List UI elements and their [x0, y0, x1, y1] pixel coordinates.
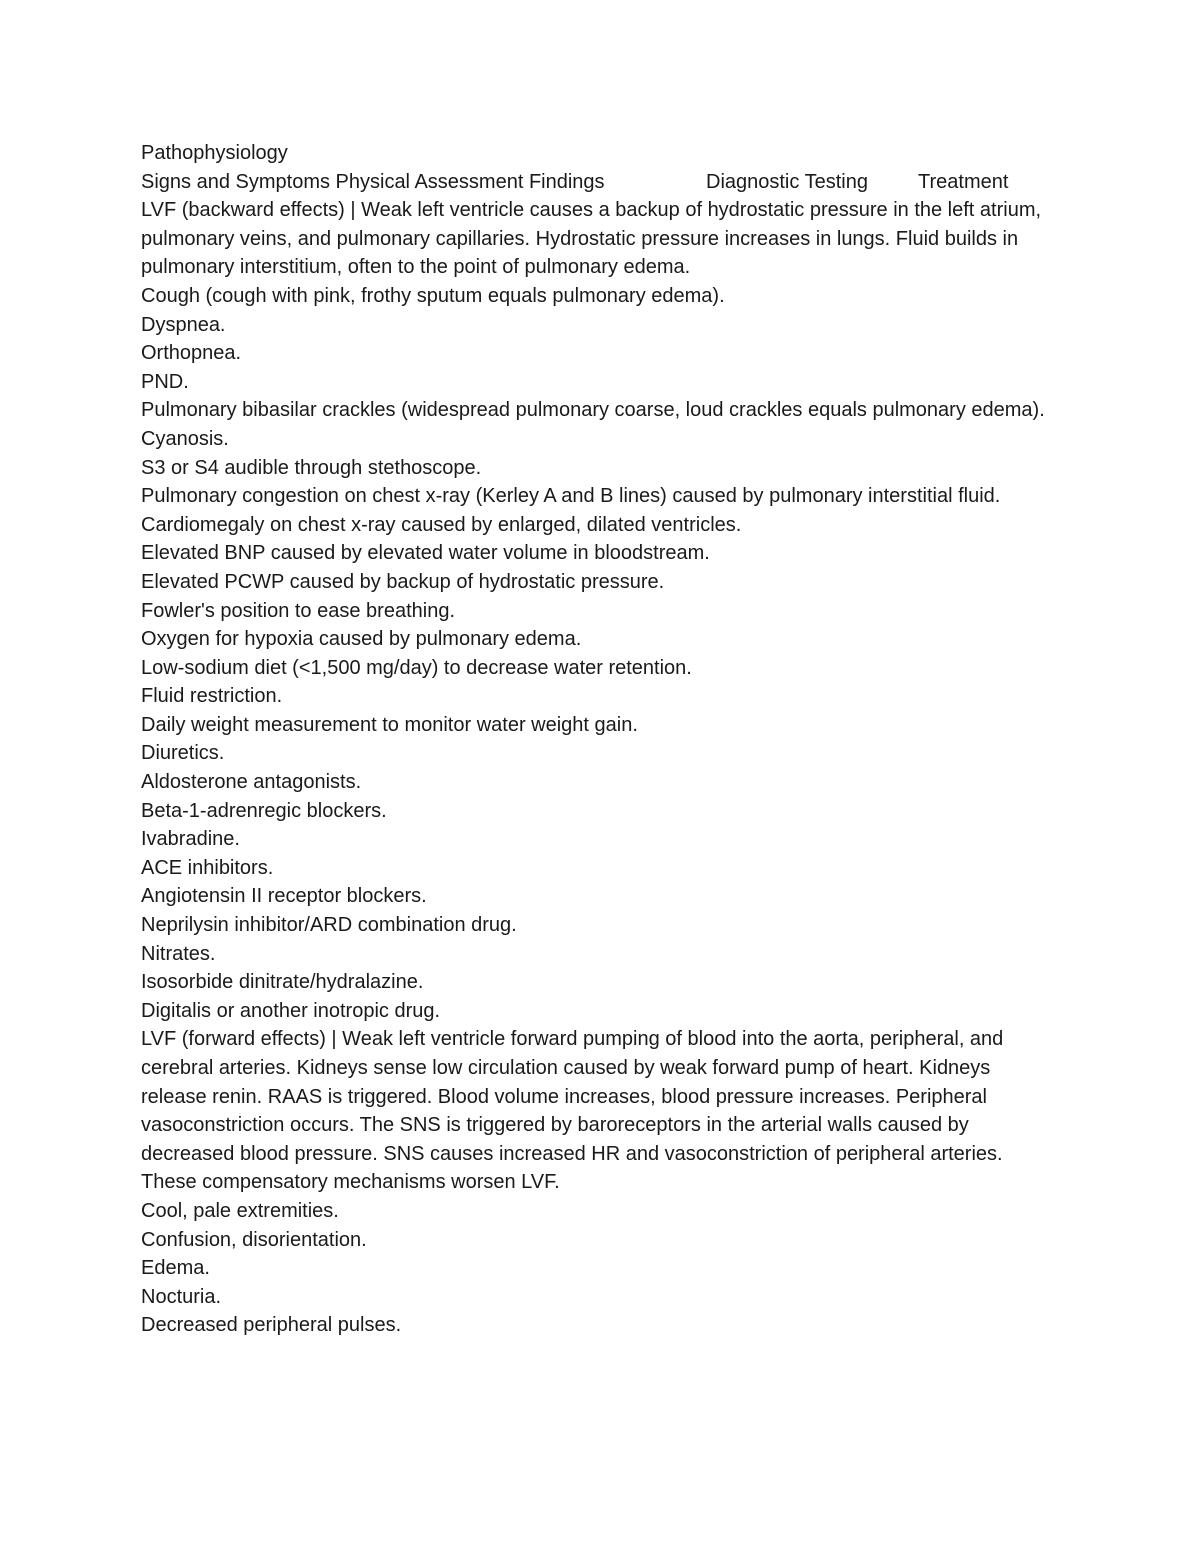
text-line: Oxygen for hypoxia caused by pulmonary edema.: [141, 628, 582, 651]
text-line: Edema.: [141, 1257, 210, 1280]
text-line: Decreased peripheral pulses.: [141, 1314, 402, 1337]
text-line: Beta-1-adrenregic blockers.: [141, 799, 387, 822]
document-body: [141, 139, 1046, 1340]
text-line: PND.: [141, 370, 189, 393]
text-line: Nitrates.: [141, 942, 216, 965]
text-line: S3 or S4 audible through stethoscope.: [141, 456, 482, 479]
text-line: Low-sodium diet (<1,500 mg/day) to decrease water retention.: [141, 656, 692, 679]
document-title: Pathophysiology: [141, 142, 288, 164]
column-headers: [141, 168, 1046, 197]
text-line: Confusion, disorientation.: [141, 1228, 367, 1251]
text-line: Pulmonary congestion on chest x-ray (Kerley A and B lines) caused by pulmonary interstitial fluid.: [141, 485, 1001, 508]
text-line: LVF (backward effects) | Weak left ventricle causes a backup of hydrostatic pressure in the left atrium, pulmonary veins, and pulmonary capillaries. Hydrostatic pressure increases in lungs. Fluid builds in pulmonary interstitium, often to the point of pulmonary edema.: [141, 199, 1042, 279]
text-line: Angiotensin II receptor blockers.: [141, 885, 427, 908]
text-line: Isosorbide dinitrate/hydralazine.: [141, 971, 424, 994]
column-header-treatment: Treatment: [918, 170, 1009, 193]
column-header-signs: Signs and Symptoms Physical Assessment Findings: [141, 170, 605, 193]
text-line: Fluid restriction.: [141, 685, 283, 708]
text-line: Orthopnea.: [141, 342, 242, 365]
text-line: Cool, pale extremities.: [141, 1199, 339, 1222]
text-line: Fowler's position to ease breathing.: [141, 599, 455, 622]
text-line: LVF (forward effects) | Weak left ventricle forward pumping of blood into the aorta, peripheral, and cerebral arteries. Kidneys sense low circulation caused by weak forward pump of heart. Kidneys release renin. RAAS is triggered. Blood volume increases, blood pressure increases. Peripheral vasoconstriction occurs. The SNS is triggered by baroreceptors in the arterial walls caused by decreased blood pressure. SNS causes increased HR and vasoconstriction of peripheral arteries. These compensatory mechanisms worsen LVF.: [141, 1028, 1004, 1194]
text-line: Cardiomegaly on chest x-ray caused by enlarged, dilated ventricles.: [141, 513, 742, 536]
text-line: Neprilysin inhibitor/ARD combination drug.: [141, 914, 517, 937]
text-line: Aldosterone antagonists.: [141, 771, 362, 794]
text-line: Elevated PCWP caused by backup of hydrostatic pressure.: [141, 570, 665, 593]
text-line: Pulmonary bibasilar crackles (widespread pulmonary coarse, loud crackles equals pulmonary edema).: [141, 399, 1045, 422]
text-line: Ivabradine.: [141, 828, 240, 851]
text-line: Diuretics.: [141, 742, 225, 765]
text-line: ACE inhibitors.: [141, 856, 274, 879]
column-header-diagnostic: Diagnostic Testing: [706, 170, 868, 193]
content-lines: [141, 196, 1046, 1340]
text-line: Dyspnea.: [141, 313, 226, 336]
text-line: Cyanosis.: [141, 427, 229, 450]
text-line: Nocturia.: [141, 1285, 222, 1308]
text-line: Digitalis or another inotropic drug.: [141, 999, 441, 1022]
text-line: Cough (cough with pink, frothy sputum equals pulmonary edema).: [141, 284, 725, 307]
text-line: Elevated BNP caused by elevated water volume in bloodstream.: [141, 542, 710, 565]
text-line: Daily weight measurement to monitor water weight gain.: [141, 713, 638, 736]
